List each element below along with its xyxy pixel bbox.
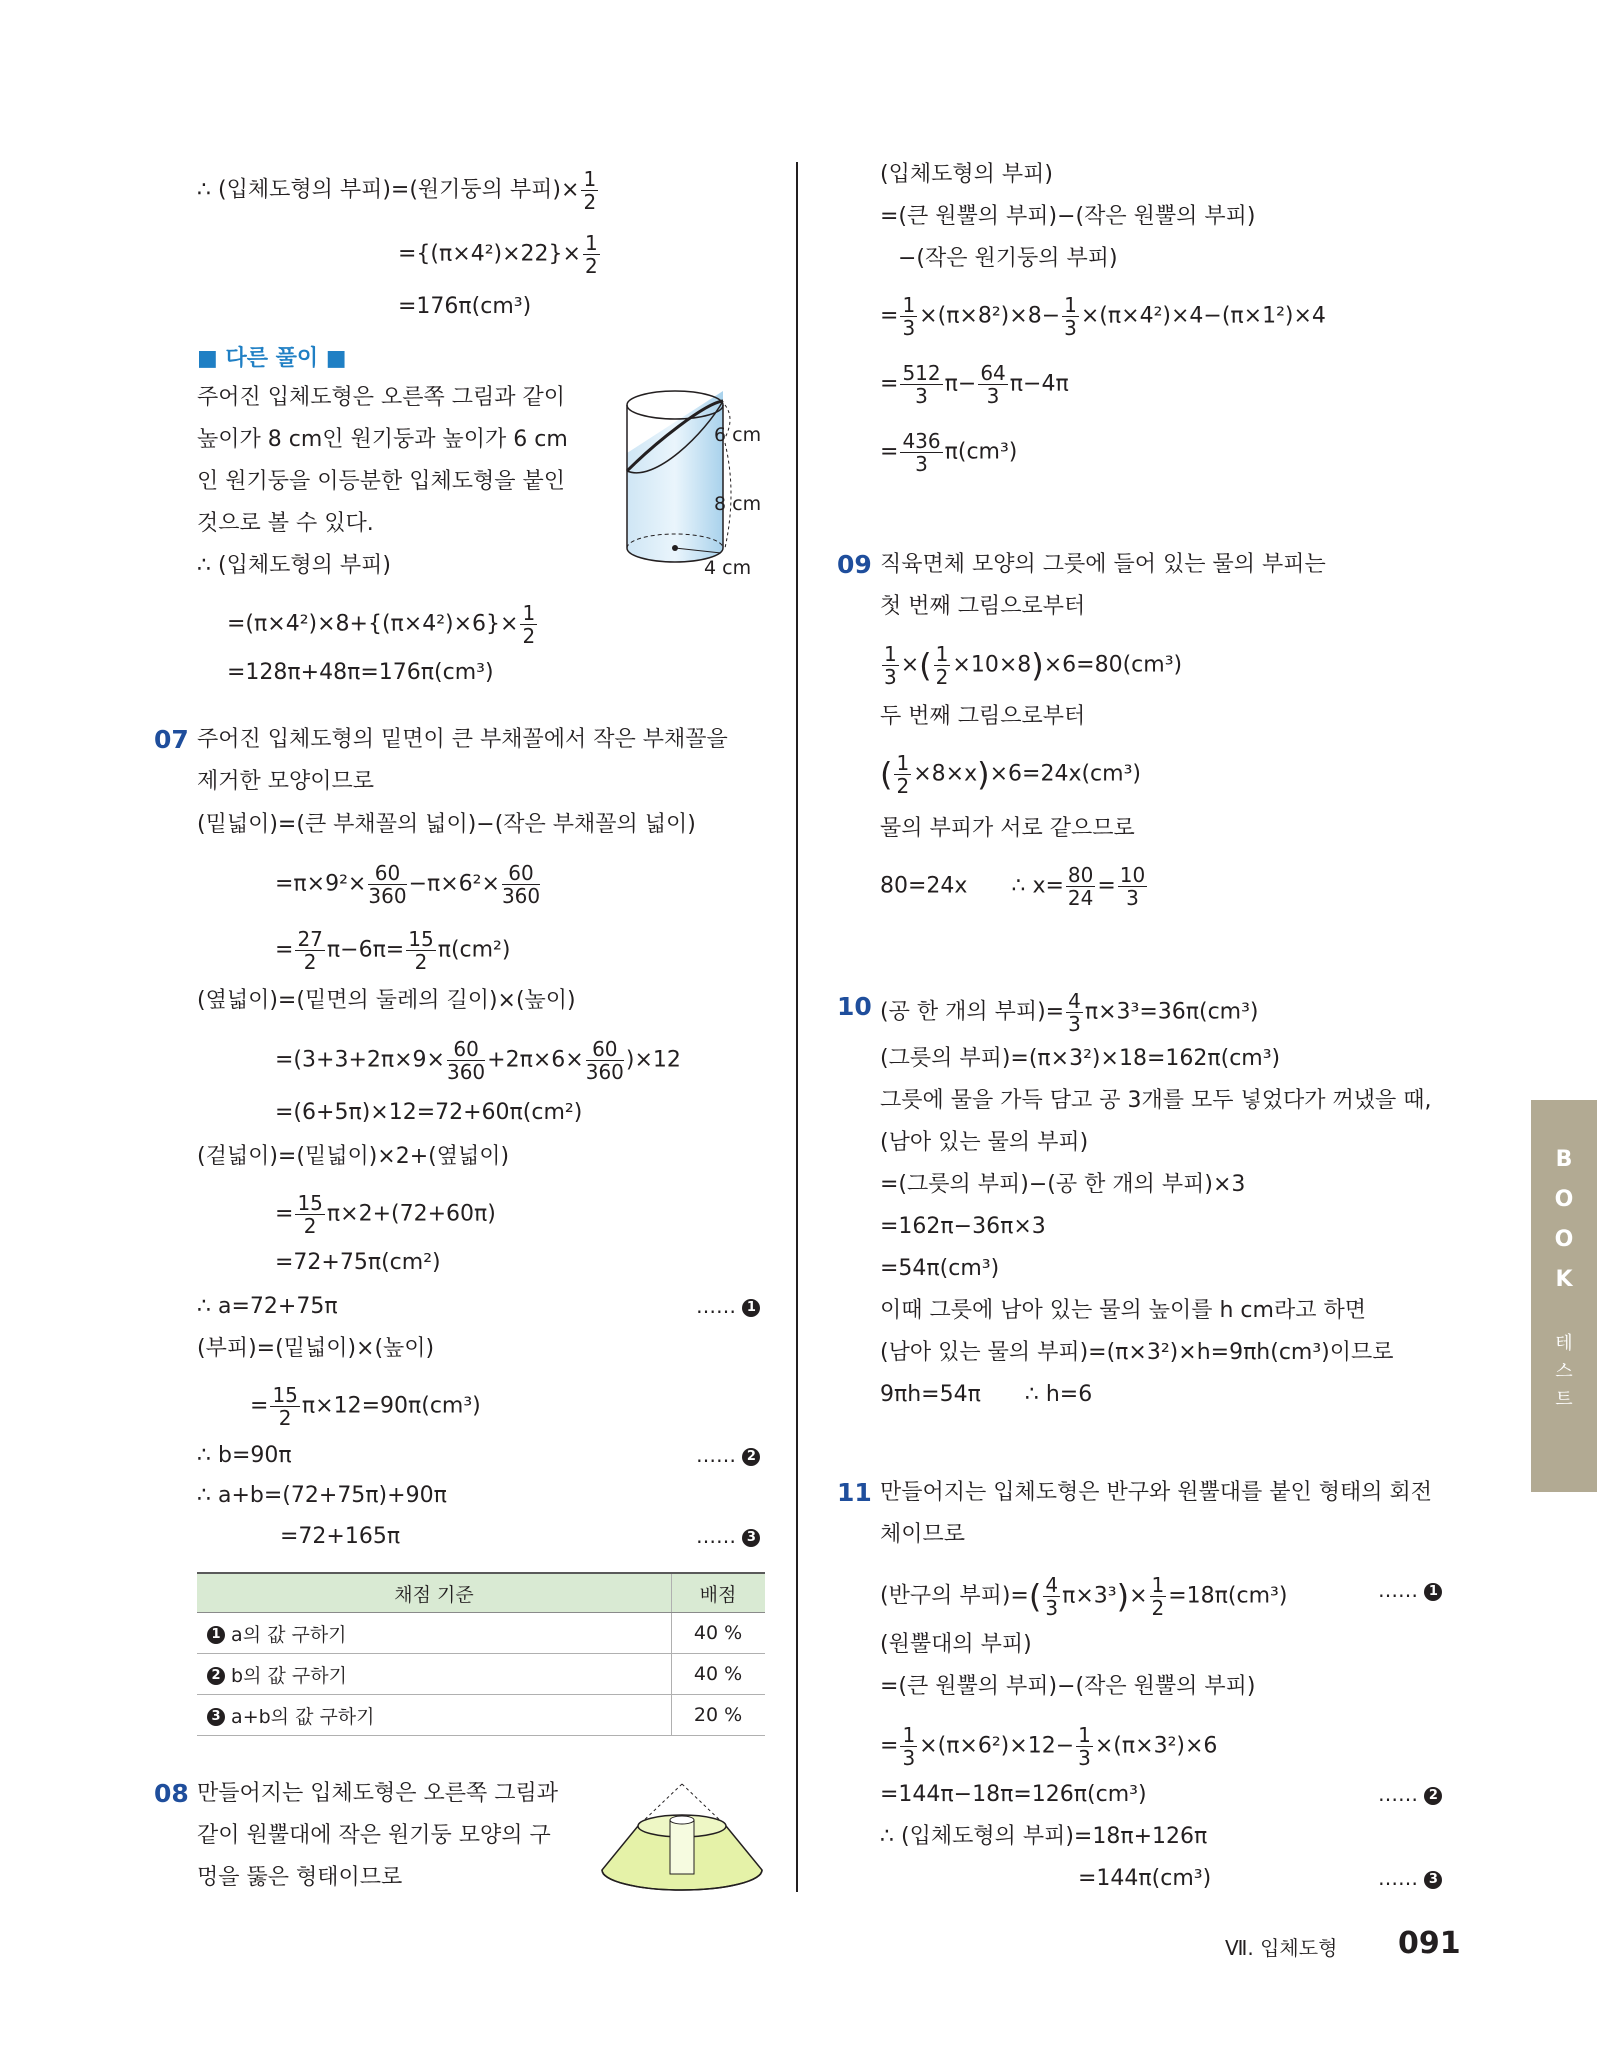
text: (공 한 개의 부피)= (880, 999, 1065, 1025)
text: +2π×6× (487, 1047, 584, 1073)
fraction (447, 1038, 485, 1083)
line: ( $\frac{1}{2}$ ×8×x)×6=24x(cm³) (880, 751, 1141, 798)
line: (남아 있는 물의 부피) (880, 1130, 1089, 1155)
line (227, 602, 539, 647)
numerator: 436 (902, 429, 941, 453)
line: = $\frac{15}{2}$ π×12=90π(cm³) (250, 1383, 481, 1430)
fraction (900, 362, 942, 407)
cylinder-label-4: 4 cm (704, 557, 752, 579)
line: 직육면체 모양의 그릇에 들어 있는 물의 부피는 (880, 552, 1326, 577)
line: =72+165π (280, 1524, 401, 1549)
fraction (894, 752, 911, 797)
text: π(cm²) (437, 937, 511, 963)
denominator: 3 (902, 316, 916, 340)
denominator: 3 (1126, 886, 1139, 910)
line: (남아 있는 물의 부피)=(π×3²)×h=9πh(cm³)이므로 (880, 1340, 1394, 1365)
line: 첫 번째 그림으로부터 (880, 594, 1086, 619)
text: ∴ (입체도형의 부피)=(원기둥의 부피)× (197, 177, 580, 203)
table-header-row (197, 1573, 765, 1613)
denominator: 2 (278, 1406, 292, 1430)
numerator: 1 (522, 601, 536, 625)
denominator: 2 (583, 190, 597, 214)
line: 제거한 모양이므로 (197, 769, 375, 794)
text: ×(π×4²)×4−(π×1²)×4 (1080, 303, 1326, 329)
numerator: 80 (1067, 863, 1094, 887)
fraction (520, 602, 537, 647)
step-circle: 2 (207, 1667, 225, 1685)
question-number: 07 (154, 725, 189, 754)
line: ∴ (입체도형의 부피) (197, 553, 391, 578)
page-number: 091 (1398, 1926, 1461, 1961)
table-header: 채점 기준 (197, 1573, 672, 1613)
numerator: 1 (896, 751, 910, 775)
text: π×3³ (1062, 1583, 1117, 1609)
numerator: 1 (1064, 293, 1077, 317)
numerator: 15 (297, 1191, 323, 1215)
line: 높이가 8 cm인 원기둥과 높이가 6 cm (197, 427, 568, 452)
text: ∴ x= (1011, 873, 1064, 899)
fraction (502, 862, 540, 907)
table-row (197, 1695, 765, 1736)
line: 80=24x ∴ x= $\frac{80}{24}$ = $\frac{10}{3}$ (880, 863, 1146, 910)
fraction (1062, 294, 1079, 339)
line: (원뿔대의 부피) (880, 1632, 1032, 1657)
text: × (1129, 1583, 1148, 1609)
line: 같이 원뿔대에 작은 원기둥 모양의 구 (197, 1823, 551, 1848)
step-marker (696, 1294, 760, 1318)
line: (겉넓이)=(밑넓이)×2+(옆넓이) (197, 1144, 510, 1169)
line: 것으로 볼 수 있다. (197, 511, 374, 536)
denominator: 2 (303, 1214, 317, 1238)
line: (밑넓이)=(큰 부채꼴의 넓이)−(작은 부채꼴의 넓이) (197, 812, 696, 837)
numerator: 4 (1068, 989, 1081, 1013)
alt-solution-heading: ■ 다른 풀이 ■ (197, 346, 347, 371)
fraction (295, 928, 324, 973)
fraction (1043, 1574, 1060, 1619)
fraction (406, 928, 435, 973)
line: = $\frac{15}{2}$ π×2+(72+60π) (275, 1191, 496, 1238)
numerator: 10 (1119, 863, 1146, 887)
line: =(그릇의 부피)−(공 한 개의 부피)×3 (880, 1172, 1246, 1197)
text: )×12 (625, 1047, 681, 1073)
numerator: 1 (583, 167, 597, 191)
denominator: 3 (1078, 1746, 1091, 1770)
fraction (900, 294, 917, 339)
line: = $\frac{436}{3}$ π(cm³) (880, 429, 1018, 476)
fraction (882, 643, 899, 688)
fraction (900, 430, 942, 475)
numerator: 60 (368, 862, 406, 885)
denominator: 2 (896, 774, 910, 798)
fraction (1150, 1574, 1167, 1619)
line (275, 862, 542, 907)
line (880, 990, 1259, 1035)
line: ∴ (입체도형의 부피)=18π+126π (880, 1824, 1208, 1849)
numerator: 4 (1045, 1573, 1059, 1597)
fraction (581, 168, 598, 213)
denominator: 2 (1151, 1596, 1165, 1620)
denominator: 3 (915, 452, 928, 476)
denominator: 360 (585, 1060, 624, 1084)
step-circle: 1 (742, 1299, 760, 1317)
line (398, 232, 602, 277)
line: = $\frac{1}{3}$ ×(π×8²)×8− $\frac{1}{3}$ ×(π×4²)×4−(π×1²)×4 (880, 293, 1326, 340)
text: × (900, 652, 920, 678)
text: ×(π×3²)×6 (1094, 1733, 1218, 1759)
question-number: 11 (837, 1478, 872, 1507)
text: ×(π×6²)×12− (919, 1733, 1075, 1759)
numerator: 1 (1078, 1723, 1091, 1747)
dots: …… (1378, 1866, 1418, 1890)
step-marker (1378, 1866, 1442, 1890)
line: 물의 부피가 서로 같으므로 (880, 816, 1135, 841)
numerator: 60 (586, 1038, 624, 1061)
step-marker (696, 1524, 760, 1548)
fraction (1066, 864, 1095, 909)
numerator: 15 (408, 927, 434, 951)
line: =(큰 원뿔의 부피)−(작은 원뿔의 부피) (880, 204, 1256, 229)
numerator: 1 (584, 231, 598, 255)
line: 주어진 입체도형은 오른쪽 그림과 같이 (197, 385, 566, 410)
text: ×10×8 (952, 652, 1032, 678)
denominator: 3 (986, 384, 1000, 408)
line: 만들어지는 입체도형은 오른쪽 그림과 (197, 1781, 559, 1806)
text: π−4π (1009, 371, 1069, 397)
text: π×12=90π(cm³) (301, 1393, 481, 1419)
line: =128π+48π=176π(cm³) (227, 660, 494, 685)
numerator: 64 (980, 361, 1006, 385)
denominator: 3 (902, 1746, 916, 1770)
dots: …… (1378, 1782, 1418, 1806)
table-cell (197, 1613, 672, 1654)
line: = $\frac{1}{3}$ ×(π×6²)×12− $\frac{1}{3}$ ×(π×3²)×6 (880, 1723, 1218, 1770)
line (880, 1380, 1092, 1410)
criterion: a의 값 구하기 (231, 1623, 347, 1646)
table-row (197, 1654, 765, 1695)
denominator: 2 (522, 624, 536, 648)
fraction (270, 1384, 299, 1429)
step-circle: 1 (1424, 1583, 1442, 1601)
cylinder-label-8: 8 cm (714, 493, 762, 515)
text: ∴ h=6 (1024, 1382, 1093, 1407)
step-circle: 2 (742, 1448, 760, 1466)
fraction (978, 362, 1007, 407)
numerator: 60 (447, 1038, 485, 1061)
fraction (934, 643, 951, 688)
denominator: 360 (368, 884, 407, 908)
line: (입체도형의 부피) (880, 162, 1053, 187)
question-number: 10 (837, 992, 872, 1021)
line: = $\frac{512}{3}$ π− $\frac{64}{3}$ π−4π (880, 361, 1069, 408)
text: −π×6²× (408, 871, 500, 897)
numerator: 1 (935, 642, 949, 666)
table-cell: 40 % (672, 1613, 766, 1654)
line: 체이므로 (880, 1522, 966, 1547)
numerator: 15 (272, 1383, 298, 1407)
numerator: 1 (902, 1723, 916, 1747)
line: 멍을 뚫은 형태이므로 (197, 1865, 403, 1890)
text: =π×9²× (275, 871, 367, 897)
step-circle: 1 (207, 1626, 225, 1644)
text: ×6=80(cm³) (1043, 652, 1183, 678)
table-cell (197, 1654, 672, 1695)
fraction (1118, 864, 1147, 909)
line (197, 168, 600, 213)
numerator: 1 (884, 642, 897, 666)
line: 그릇에 물을 가득 담고 공 3개를 모두 넣었다가 꺼냈을 때, (880, 1088, 1432, 1113)
step-circle: 2 (1424, 1787, 1442, 1805)
text: =(π×4²)×8+{(π×4²)×6}× (227, 611, 519, 637)
numerator: 1 (902, 293, 916, 317)
denominator: 3 (884, 665, 897, 689)
text: π×2+(72+60π) (326, 1201, 496, 1227)
table-row (197, 1613, 765, 1654)
line: $\frac{1}{3}$ ×( $\frac{1}{2}$ ×10×8)×6=80(cm³) (884, 642, 1183, 689)
denominator: 3 (1064, 316, 1077, 340)
cylinder-label-6: 6 cm (714, 424, 762, 446)
denominator: 24 (1067, 886, 1094, 910)
column-divider (796, 162, 798, 1892)
text: π−6π= (326, 937, 405, 963)
table-cell: 40 % (672, 1654, 766, 1695)
line: −(작은 원기둥의 부피) (898, 246, 1118, 271)
fraction (295, 1192, 324, 1237)
numerator: 512 (902, 361, 941, 385)
table-cell: 20 % (672, 1695, 766, 1736)
fraction (1066, 990, 1083, 1035)
text: =18π(cm³) (1168, 1583, 1288, 1609)
step-marker (696, 1443, 760, 1467)
question-number: 08 (154, 1779, 189, 1808)
dots: …… (696, 1524, 736, 1548)
denominator: 3 (915, 384, 928, 408)
step-marker (1378, 1578, 1442, 1602)
line: (그릇의 부피)=(π×3²)×18=162π(cm³) (880, 1046, 1281, 1071)
line: 두 번째 그림으로부터 (880, 704, 1086, 729)
fraction (900, 1724, 917, 1769)
line: (부피)=(밑넓이)×(높이) (197, 1336, 435, 1361)
dots: …… (696, 1443, 736, 1467)
text: (반구의 부피)= (880, 1583, 1029, 1609)
step-circle: 3 (207, 1708, 225, 1726)
text: π− (944, 371, 977, 397)
side-tab-text: BOOK (1554, 1147, 1574, 1292)
line: 주어진 입체도형의 밑면이 큰 부채꼴에서 작은 부채꼴을 (197, 727, 728, 752)
denominator: 2 (414, 950, 428, 974)
line: 인 원기둥을 이등분한 입체도형을 붙인 (197, 469, 566, 494)
step-marker (1378, 1782, 1442, 1806)
denominator: 2 (584, 254, 598, 278)
criterion: b의 값 구하기 (231, 1664, 347, 1687)
line: =72+75π(cm²) (275, 1250, 441, 1275)
line: =162π−36π×3 (880, 1214, 1046, 1239)
line (275, 1038, 681, 1083)
table-header: 배점 (672, 1573, 766, 1613)
denominator: 360 (501, 884, 541, 908)
text: π×3³=36π(cm³) (1084, 999, 1259, 1025)
numerator: 1 (1151, 1573, 1165, 1597)
text: ×6=24x(cm³) (989, 761, 1141, 787)
side-tab (1531, 1100, 1597, 1492)
text: ×(π×8²)×8− (919, 303, 1061, 329)
line: = $\frac{27}{2}$ π−6π= $\frac{15}{2}$ π(cm²) (275, 927, 511, 974)
step-circle: 3 (1424, 1871, 1442, 1889)
dots: …… (696, 1294, 736, 1318)
line: 만들어지는 입체도형은 반구와 원뿔대를 붙인 형태의 회전 (880, 1480, 1433, 1505)
side-tab-text: 테스트 (1555, 1333, 1573, 1410)
question-number: 09 (837, 550, 872, 579)
table-cell (197, 1695, 672, 1736)
grading-table (197, 1572, 765, 1736)
line: =(큰 원뿔의 부피)−(작은 원뿔의 부피) (880, 1674, 1256, 1699)
line: =144π(cm³) (1078, 1866, 1212, 1891)
denominator: 2 (935, 665, 949, 689)
text: ={(π×4²)×22}× (398, 241, 581, 267)
text: =(3+3+2π×9× (275, 1047, 445, 1073)
line: (옆넓이)=(밑면의 둘레의 길이)×(높이) (197, 988, 576, 1013)
fraction (368, 862, 406, 907)
line: 이때 그릇에 남아 있는 물의 높이를 h cm라고 하면 (880, 1298, 1366, 1323)
line: ∴ a=72+75π (197, 1294, 338, 1319)
numerator: 60 (502, 862, 540, 885)
line: =176π(cm³) (398, 294, 532, 319)
denominator: 2 (303, 950, 317, 974)
text: 80=24x (880, 873, 968, 899)
line: (반구의 부피)=( $\frac{4}{3}$ π×3³)× $\frac{1}{2}$ =18π(cm³) (880, 1573, 1288, 1620)
line: ∴ a+b=(72+75π)+90π (197, 1483, 447, 1508)
side-tab-label-en (1551, 1140, 1577, 1300)
fraction (586, 1038, 624, 1083)
text: ×8×x (913, 761, 978, 787)
fraction (1076, 1724, 1093, 1769)
criterion: a+b의 값 구하기 (231, 1705, 375, 1728)
denominator: 3 (1068, 1012, 1081, 1036)
numerator: 27 (297, 927, 323, 951)
text: 9πh=54π (880, 1382, 981, 1407)
line: ∴ b=90π (197, 1443, 292, 1468)
step-circle: 3 (742, 1529, 760, 1547)
line: =144π−18π=126π(cm³) (880, 1782, 1147, 1807)
fraction (583, 232, 600, 277)
frustum-figure (598, 1780, 766, 1895)
text: π(cm³) (944, 439, 1018, 465)
line: =(6+5π)×12=72+60π(cm²) (275, 1100, 583, 1125)
line: =54π(cm³) (880, 1256, 1000, 1281)
dots: …… (1378, 1578, 1418, 1602)
denominator: 360 (446, 1060, 486, 1084)
side-tab-label-ko (1551, 1330, 1577, 1414)
chapter-label: Ⅶ. 입체도형 (1225, 1936, 1338, 1960)
denominator: 3 (1045, 1596, 1059, 1620)
